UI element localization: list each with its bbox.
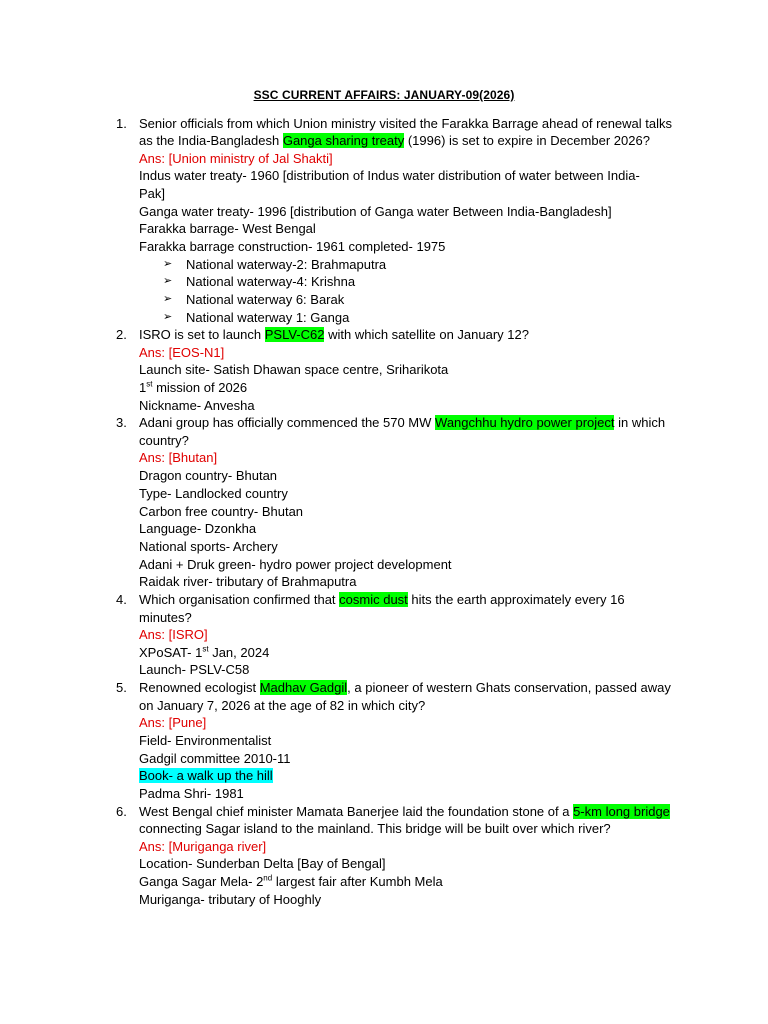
note-text: Raidak river- tributary of Brahmaputra bbox=[139, 574, 357, 589]
highlight: Book- a walk up the hill bbox=[139, 768, 273, 783]
note-text: Padma Shri- 1981 bbox=[139, 786, 244, 801]
answer-text: Ans: [Muriganga river] bbox=[139, 839, 267, 854]
question-number: 1. bbox=[116, 116, 127, 131]
note-text: Farakka barrage- West Bengal bbox=[139, 221, 316, 236]
highlight: Ganga sharing treaty bbox=[282, 133, 405, 148]
bullet-item: National waterway-2: Brahmaputra bbox=[186, 257, 387, 272]
question-number: 5. bbox=[116, 680, 127, 695]
question-text: ISRO is set to launch PSLV-C62 with which satellite on January 12? bbox=[139, 327, 529, 342]
answer-text: Ans: [ISRO] bbox=[139, 627, 208, 642]
note-text bbox=[139, 767, 273, 784]
question-text: connecting Sagar island to the mainland. This bridge will be built over which river? bbox=[139, 821, 611, 836]
question-text: Renowned ecologist Madhav Gadgil, a pioneer of western Ghats conservation, passed away bbox=[139, 680, 671, 695]
arrow-bullet-icon: ➢ bbox=[163, 275, 173, 287]
answer-text: Ans: [EOS-N1] bbox=[139, 345, 225, 360]
question-text: as the India-Bangladesh Ganga sharing treaty (1996) is set to expire in December 2026? bbox=[139, 133, 650, 148]
arrow-bullet-icon: ➢ bbox=[163, 293, 173, 305]
arrow-bullet-icon: ➢ bbox=[163, 258, 173, 270]
question-text: on January 7, 2026 at the age of 82 in which city? bbox=[139, 698, 426, 713]
highlight: Madhav Gadgil bbox=[259, 680, 348, 695]
question-number: 4. bbox=[116, 592, 127, 607]
note-text: Launch- PSLV-C58 bbox=[139, 662, 250, 677]
note-text: Language- Dzonkha bbox=[139, 521, 257, 536]
question-text: Senior officials from which Union ministry visited the Farakka Barrage ahead of renewal talks bbox=[139, 116, 672, 131]
answer-text: Ans: [Bhutan] bbox=[139, 450, 218, 465]
bullet-item: National waterway 6: Barak bbox=[186, 292, 345, 307]
arrow-bullet-icon: ➢ bbox=[163, 311, 173, 323]
note-text: Pak] bbox=[139, 186, 166, 201]
highlight: PSLV-C62 bbox=[264, 327, 325, 342]
note-text: Muriganga- tributary of Hooghly bbox=[139, 892, 322, 907]
note-text: Carbon free country- Bhutan bbox=[139, 504, 304, 519]
note-text: Adani + Druk green- hydro power project development bbox=[139, 557, 452, 572]
page-title: SSC CURRENT AFFAIRS: JANUARY-09(2026) bbox=[253, 88, 515, 102]
note-text: Ganga water treaty- 1996 [distribution of Ganga water Between India-Bangladesh] bbox=[139, 204, 612, 219]
note-text: Launch site- Satish Dhawan space centre, Sriharikota bbox=[139, 362, 449, 377]
question-text: West Bengal chief minister Mamata Banerjee laid the foundation stone of a 5-km long bridge bbox=[139, 804, 670, 819]
note-text: Farakka barrage construction- 1961 completed- 1975 bbox=[139, 239, 446, 254]
bullet-item: National waterway 1: Ganga bbox=[186, 310, 350, 325]
question-text: Adani group has officially commenced the 570 MW Wangchhu hydro power project in which bbox=[139, 415, 666, 430]
note-text: Gadgil committee 2010-11 bbox=[139, 751, 291, 766]
question-text: country? bbox=[139, 433, 189, 448]
question-number: 3. bbox=[116, 415, 127, 430]
question-number: 2. bbox=[116, 327, 127, 342]
answer-text: Ans: [Union ministry of Jal Shakti] bbox=[139, 151, 333, 166]
note-text: Type- Landlocked country bbox=[139, 486, 288, 501]
question-number: 6. bbox=[116, 804, 127, 819]
note-text: 1st mission of 2026 bbox=[139, 379, 248, 395]
note-text: Indus water treaty- 1960 [distribution of Indus water distribution of water between India- bbox=[139, 168, 640, 183]
note-text: Field- Environmentalist bbox=[139, 733, 272, 748]
answer-text: Ans: [Pune] bbox=[139, 715, 207, 730]
note-text: XPoSAT- 1st Jan, 2024 bbox=[139, 644, 270, 660]
highlight: cosmic dust bbox=[339, 592, 408, 607]
note-text: Location- Sunderban Delta [Bay of Bengal] bbox=[139, 856, 386, 871]
bullet-item: National waterway-4: Krishna bbox=[186, 274, 356, 289]
note-text: Ganga Sagar Mela- 2nd largest fair after Kumbh Mela bbox=[139, 873, 443, 889]
note-text: Nickname- Anvesha bbox=[139, 398, 255, 413]
highlight: 5-km long bridge bbox=[573, 804, 670, 819]
note-text: National sports- Archery bbox=[139, 539, 278, 554]
question-text: Which organisation confirmed that cosmic dust hits the earth approximately every 16 bbox=[139, 592, 625, 607]
note-text: Dragon country- Bhutan bbox=[139, 468, 278, 483]
highlight: Wangchhu hydro power project bbox=[435, 415, 615, 430]
question-text: minutes? bbox=[139, 610, 192, 625]
